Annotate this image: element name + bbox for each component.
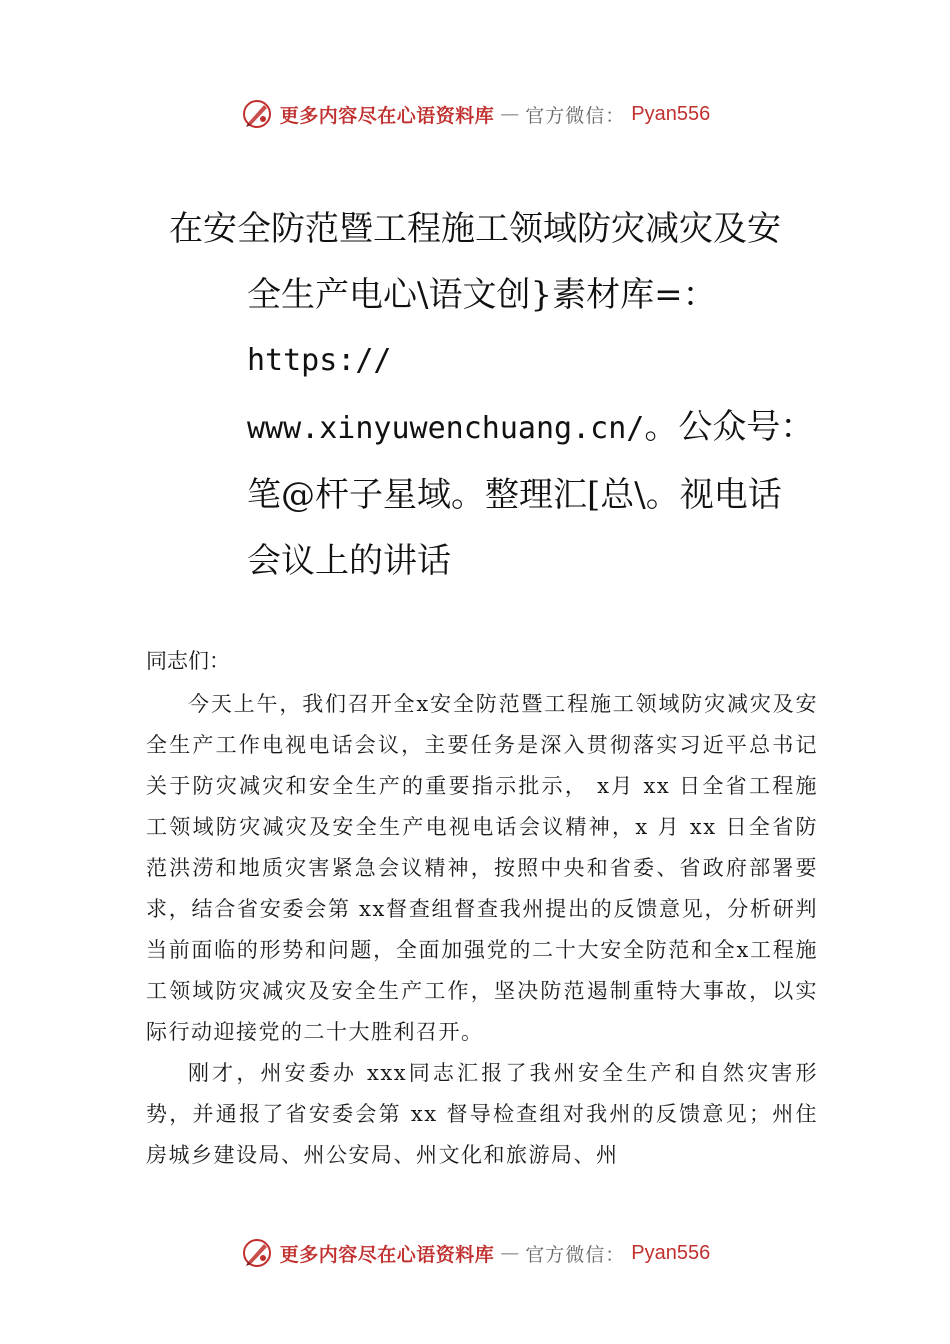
banner-wechat-label: 官方微信： (525, 1243, 626, 1266)
banner-brand-text: 更多内容尽在心语资料库 (279, 104, 495, 127)
paragraph: 刚才，州安委办 xxx同志汇报了我州安全生产和自然灾害形势，并通报了省安委会第 xx 督导检查组对我州的反馈意见；州住房城乡建设局、州公安局、州文化和旅游局、州 (146, 1061, 818, 1167)
title-line-5: 笔@杆子星域。整理汇[总\。视电话 (247, 475, 782, 515)
title-line-2: 全生产电心\语文创}素材库=： (247, 275, 717, 315)
pen-logo-icon (240, 1236, 274, 1270)
banner-brand-text: 更多内容尽在心语资料库 (279, 1243, 495, 1266)
header-banner (0, 94, 950, 134)
pen-logo-icon (240, 97, 274, 131)
banner-wechat-id: Pyan556 (631, 102, 711, 125)
footer-banner (0, 1233, 950, 1273)
banner-separator: — (500, 103, 520, 125)
title-line-6: 会议上的讲话 (247, 541, 451, 581)
paragraph: 今天上午，我们召开全x安全防范暨工程施工领域防灾减灾及安全生产工作电视电话会议，主要任务是深入贯彻落实习近平总书记关于防灾减灾和安全生产的重要指示批示， x月 xx 日全省工程施工领域防灾减灾及安全生产电视电话会议精神，x 月 xx 日全省防范洪涝和地质灾害紧急会议精神，按照中央和省委、省政府部署要求，结合省安委会第 xx督查组督查我州提出的反馈意见，分析研判当前面临的形势和问题，全面加强党的二十大安全防范和全x工程施工领域防灾减灾及安全生产工作，坚决防范遏制重特大事故，以实际行动迎接党的二十大胜利召开。 (146, 692, 818, 1044)
title-line-4 (0, 394, 950, 462)
banner-separator: — (500, 1242, 520, 1264)
greeting: 同志们： (146, 649, 230, 673)
title-line-1: 在安全防范暨工程施工领域防灾减灾及安 (169, 209, 781, 249)
banner-wechat-id: Pyan556 (631, 1241, 711, 1264)
title-line-3: https:// (247, 343, 392, 378)
document-title (0, 196, 950, 594)
title-line-4-rest: 。公众号： (644, 407, 815, 447)
title-url: www.xinyuwenchuang.cn/ (247, 411, 645, 446)
banner-wechat-label: 官方微信： (525, 104, 626, 127)
document-body (146, 684, 818, 1176)
